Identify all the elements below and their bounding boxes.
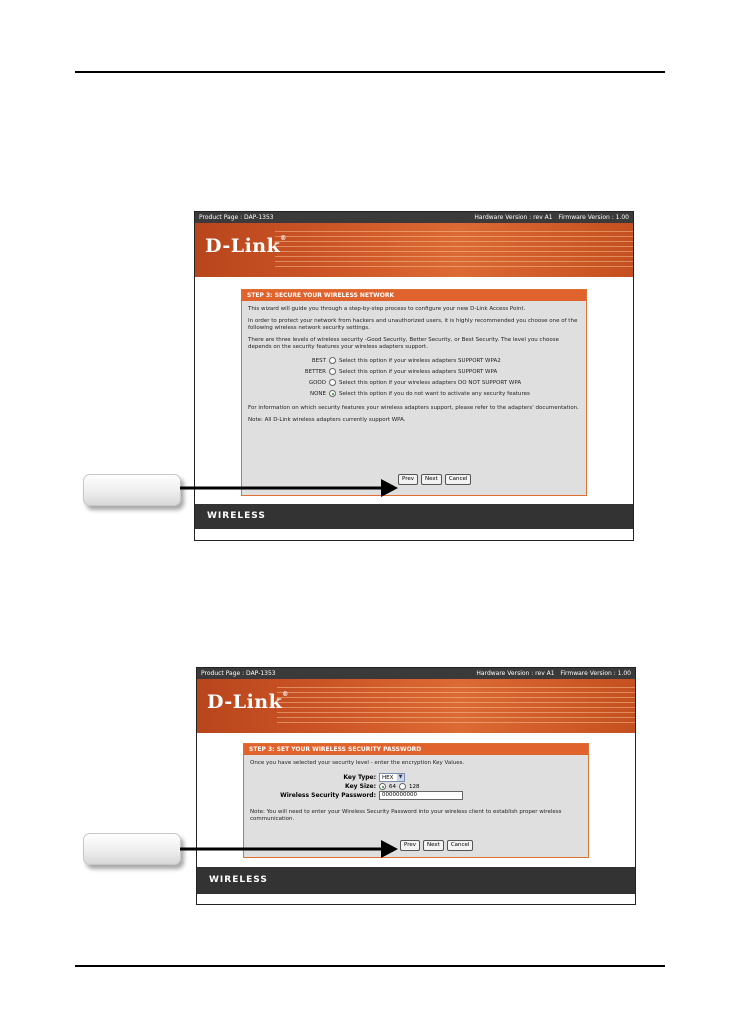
version-info: Hardware Version : rev A1 Firmware Version : 1.00 [476,670,631,677]
password-label: Wireless Security Password: [280,792,376,799]
version-info: Hardware Version : rev A1 Firmware Version : 1.00 [474,214,629,221]
prev-button[interactable]: Prev [398,474,418,485]
password-note: Note: You will need to enter your Wireless Security Password into your wireless client to establish proper wireless communication. [250,809,562,822]
key-type-row [244,773,588,782]
dlink-logo: D-Link® [207,691,289,713]
security-option-best[interactable]: BEST Select this option if your wireless adapters SUPPORT WPA2 [311,357,501,364]
next-button[interactable]: Next [421,474,442,485]
product-page-label: Product Page : DAP-1353 [199,214,274,221]
radio-none[interactable] [329,390,336,397]
key-size-label: Key Size: [345,783,376,790]
key-type-select[interactable]: HEX ▼ [379,773,405,782]
radio-good[interactable] [329,379,336,386]
security-password-input[interactable]: 0000000000 [379,791,463,800]
dlink-banner [195,223,633,277]
product-page-label: Product Page : DAP-1353 [201,670,276,677]
wizard-buttons [398,474,471,485]
callout-label [83,474,181,506]
banner-stripes [275,231,633,273]
radio-key-size-128[interactable] [399,783,406,790]
top-bar [197,668,635,679]
wireless-footer: WIRELESS [197,867,635,894]
wizard-panel [241,289,587,496]
adapter-info-text: For information on which security features your wireless adapters support, please refer to the adapters' documentation. [248,405,579,411]
next-button[interactable]: Next [423,840,444,851]
wizard-intro-text: This wizard will guide you through a step-by-step process to configure your new D-Link Access Point. [248,306,526,312]
banner-stripes [277,687,635,729]
key-type-label: Key Type: [343,774,376,781]
radio-key-size-64[interactable] [379,783,386,790]
password-row [244,791,588,800]
footer-rule [75,965,665,967]
top-bar [195,212,633,223]
cancel-button[interactable]: Cancel [445,474,472,485]
wizard-buttons [400,840,473,851]
panel-title: STEP 3: SET YOUR WIRELESS SECURITY PASSWORD [244,744,588,755]
key-size-row: Key Size: 64 128 [244,782,588,791]
radio-better[interactable] [329,368,336,375]
key-intro-text: Once you have selected your security level - enter the encryption Key Values. [250,760,465,766]
wizard-levels-text: There are three levels of wireless security -Good Security, Better Security, or Best Security. The level you choose depends on the security features your wireless adapters support. [248,337,560,350]
security-option-better[interactable]: BETTER Select this option if your wireless adapters SUPPORT WPA [304,368,498,375]
dlink-banner [197,679,635,733]
wizard-panel [243,743,589,858]
header-rule [75,71,665,73]
security-option-good[interactable]: GOOD Select this option if your wireless adapters DO NOT SUPPORT WPA [308,379,522,386]
callout-label [83,833,181,865]
radio-best[interactable] [329,357,336,364]
chevron-down-icon: ▼ [398,774,403,780]
prev-button[interactable]: Prev [400,840,420,851]
wireless-footer: WIRELESS [195,504,633,529]
dlink-logo: D-Link® [205,235,287,257]
panel-title: STEP 3: SECURE YOUR WIRELESS NETWORK [242,290,586,301]
wpa-note: Note: All D-Link wireless adapters currently support WPA. [248,417,406,423]
screenshot-secure-network [194,211,634,541]
wizard-protect-text: In order to protect your network from hackers and unauthorized users, it is highly recommended you choose one of the following wireless network security settings. [248,318,578,331]
screenshot-security-password [196,667,636,905]
security-option-none[interactable]: NONE Select this option if you do not want to activate any security features [309,390,530,397]
cancel-button[interactable]: Cancel [447,840,474,851]
